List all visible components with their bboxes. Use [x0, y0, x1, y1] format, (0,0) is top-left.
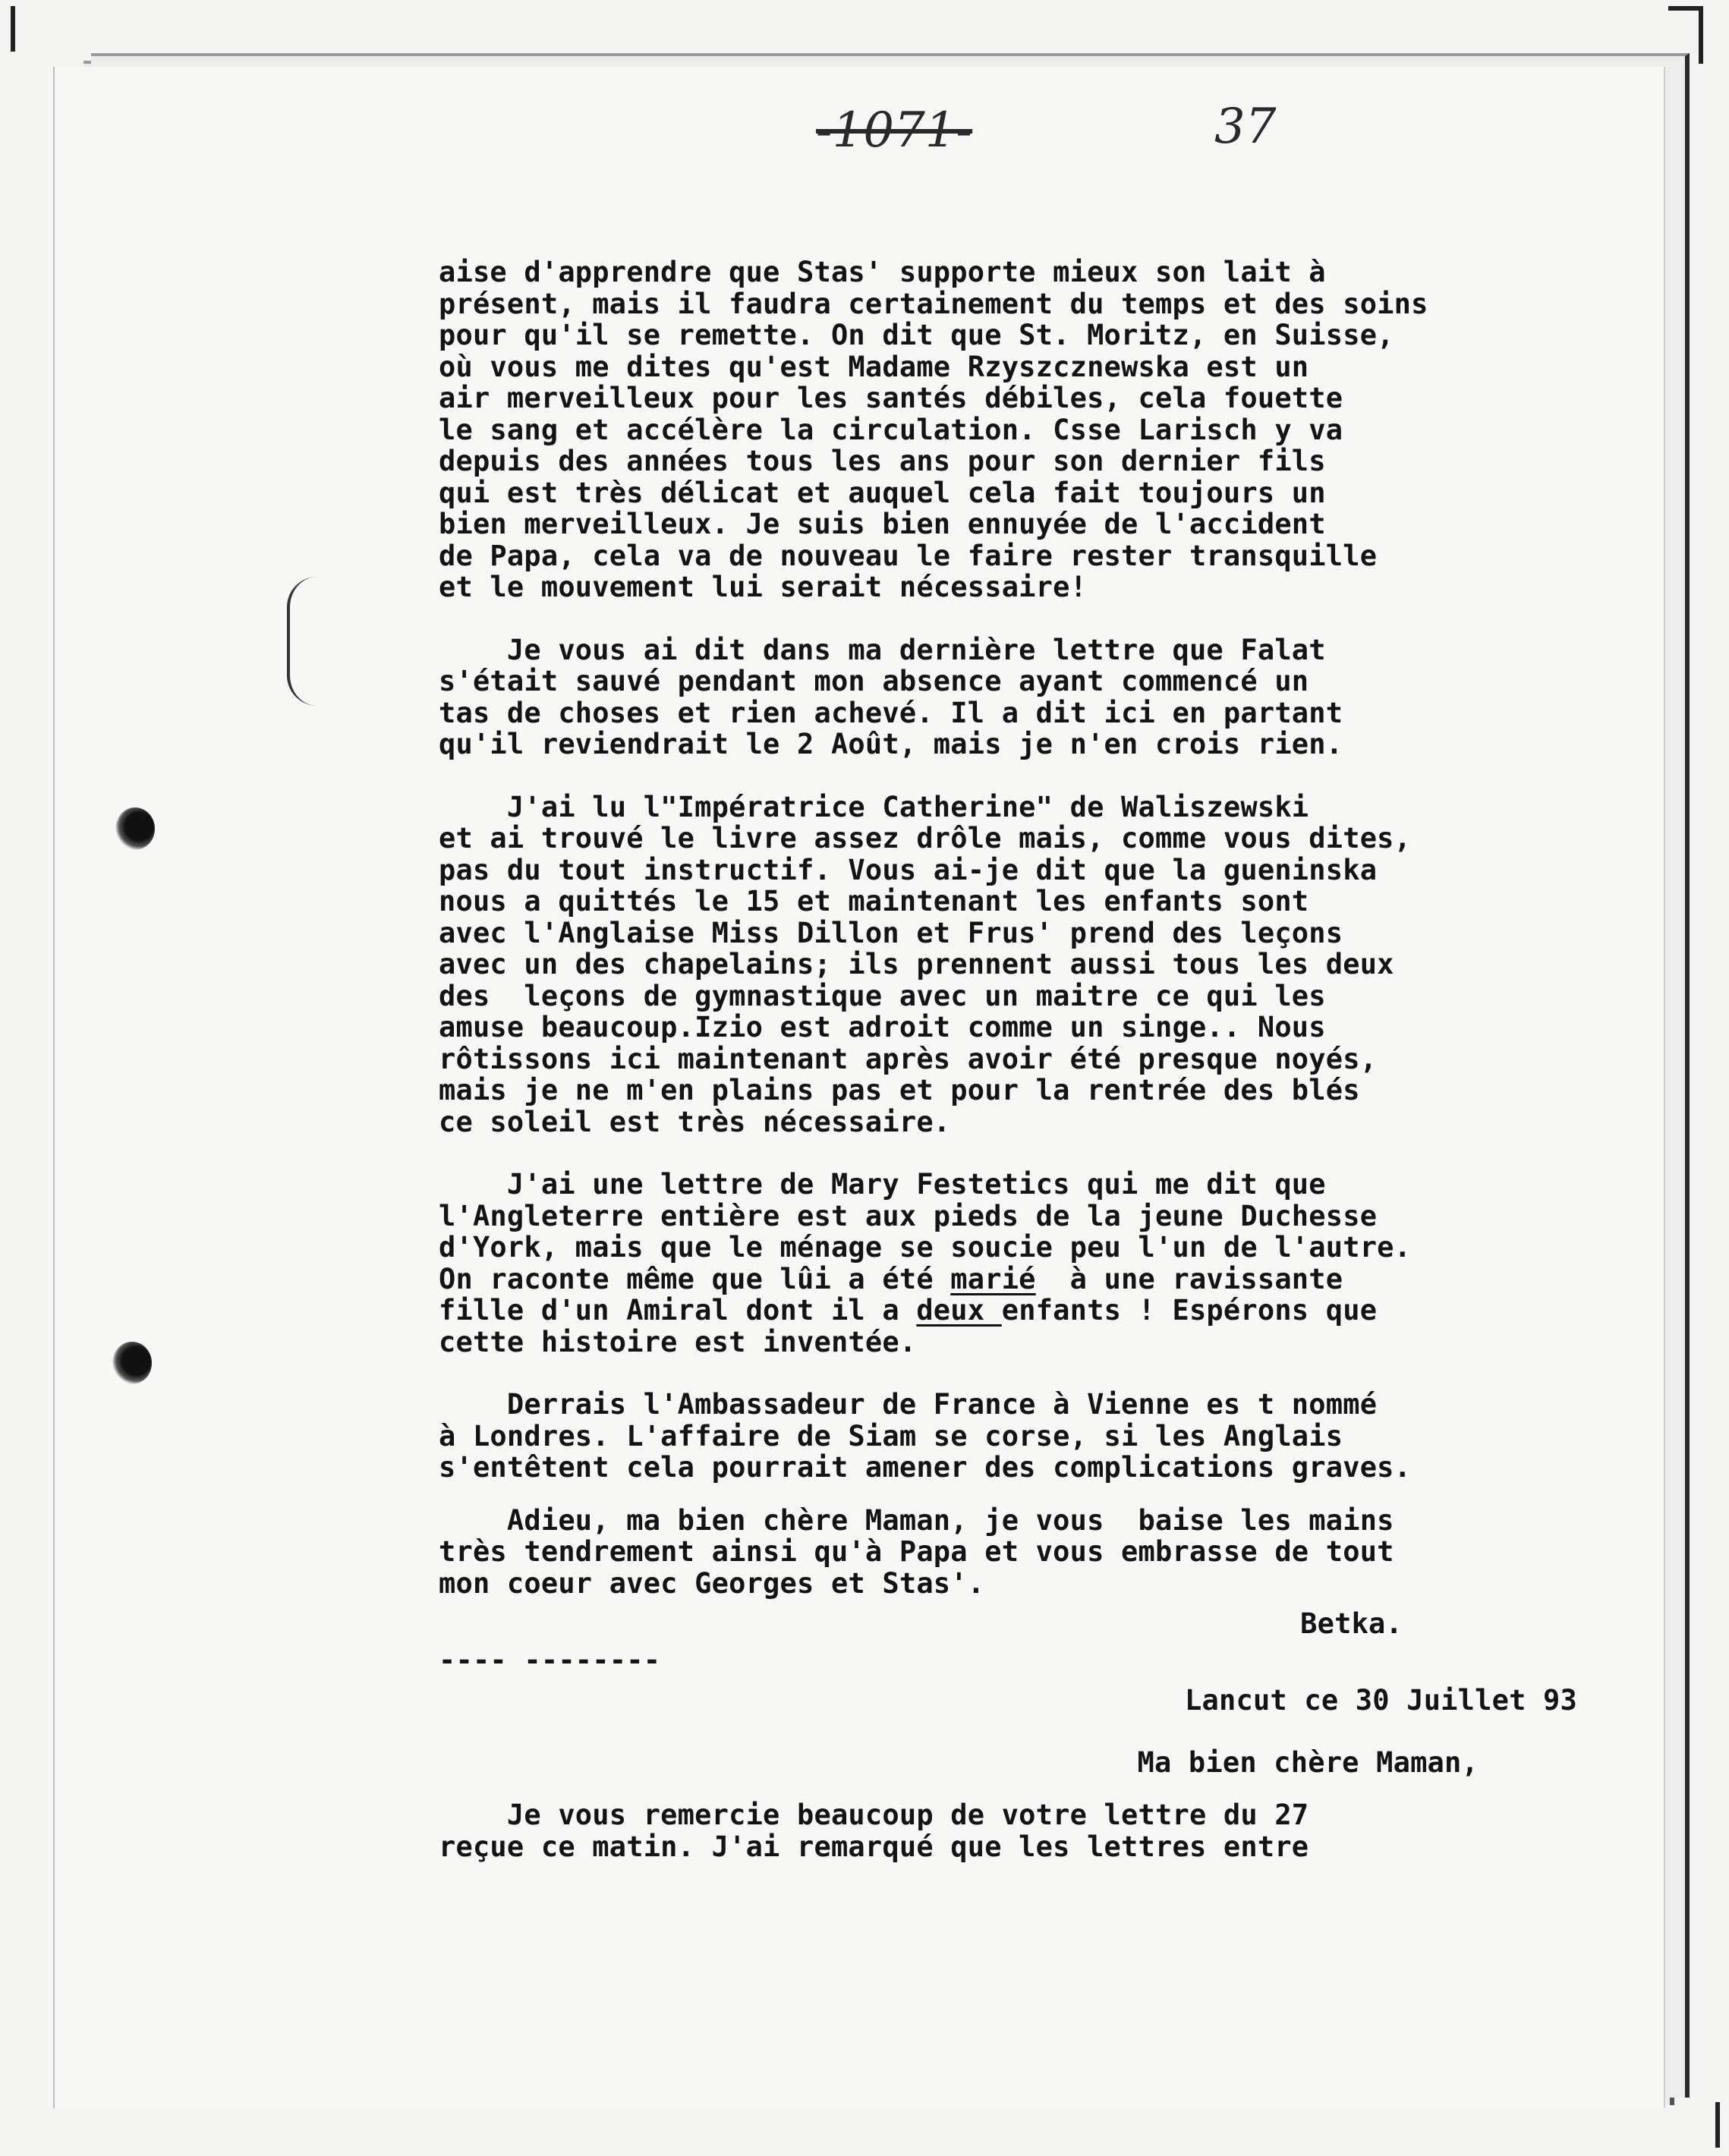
text-line: reçue ce matin. J'ai remarqué que les lettres entre — [439, 1830, 1309, 1863]
text-line: air merveilleux pour les santés débiles, cela fouette — [439, 382, 1343, 414]
text-fragment: On raconte même que lûi a été — [439, 1262, 951, 1295]
text-line: mon coeur avec Georges et Stas'. — [439, 1566, 985, 1600]
crop-mark-top-left — [11, 6, 68, 52]
text-line: Je vous remercie beaucoup de votre lettre du 27 — [439, 1799, 1309, 1831]
crop-mark-top-right — [1668, 6, 1703, 64]
text-line — [439, 1295, 1577, 1327]
margin-pencil-mark — [287, 577, 328, 706]
text-line: Derrais l'Ambassadeur de France à Vienne es t nommé — [439, 1388, 1378, 1421]
text-line: à Londres. L'affaire de Siam se corse, si les Anglais — [439, 1419, 1343, 1453]
text-line: Adieu, ma bien chère Maman, je vous baise les mains — [439, 1503, 1394, 1537]
text-line: pas du tout instructif. Vous ai-je dit que la gueninska — [439, 853, 1378, 886]
punch-hole-icon — [112, 1342, 152, 1384]
text-line: J'ai une lettre de Mary Festetics qui me dit que — [439, 1168, 1326, 1201]
text-line: et ai trouvé le livre assez drôle mais, comme vous dites, — [439, 822, 1412, 855]
text-fragment: fille d'un Amiral dont il a — [439, 1294, 917, 1327]
signature: Betka. — [1300, 1607, 1403, 1640]
salutation: Ma bien chère Maman, — [1137, 1745, 1479, 1779]
text-line: et le mouvement lui serait nécessaire! — [439, 571, 1088, 603]
paragraph — [439, 634, 1577, 760]
text-line: qu'il reviendrait le 2 Août, mais je n'en crois rien. — [439, 728, 1343, 760]
text-line: depuis des années tous les ans pour son dernier fils — [439, 445, 1326, 477]
text-line: aise d'apprendre que Stas' supporte mieux son lait à — [439, 256, 1326, 288]
text-line: des leçons de gymnastique avec un maitre ce qui les — [439, 979, 1326, 1012]
folio-number: 37 — [1214, 99, 1277, 155]
crossed-page-number: -1071- — [816, 102, 973, 159]
text-line: avec l'Anglaise Miss Dillon et Frus' prend des leçons — [439, 916, 1343, 949]
text-fragment: à une ravissante — [1035, 1262, 1343, 1295]
text-line — [439, 1264, 1577, 1295]
paragraph — [439, 1389, 1577, 1484]
text-line: cette histoire est inventée. — [439, 1325, 917, 1358]
text-line: avec un des chapelains; ils prennent aussi tous les deux — [439, 948, 1394, 980]
punch-hole-icon — [115, 807, 155, 850]
text-line: l'Angleterre entière est aux pieds de la jeune Duchesse — [439, 1199, 1378, 1232]
text-line: J'ai lu l"Impératrice Catherine" de Waliszewski — [439, 790, 1309, 823]
text-line: qui est très délicat et auquel cela fait toujours un — [439, 476, 1326, 509]
text-line: nous a quittés le 15 et maintenant les enfants sont — [439, 885, 1309, 917]
text-line: pour qu'il se remette. On dit que St. Moritz, en Suisse, — [439, 319, 1394, 351]
text-line: de Papa, cela va de nouveau le faire rester transquille — [439, 539, 1378, 572]
text-line: très tendrement ainsi qu'à Papa et vous embrasse de tout — [439, 1535, 1394, 1568]
text-line: s'entêtent cela pourrait amener des complications graves. — [439, 1451, 1412, 1484]
paragraph — [439, 792, 1577, 1138]
text-line: bien merveilleux. Je suis bien ennuyée de l'accident — [439, 508, 1326, 540]
text-line: Je vous ai dit dans ma dernière lettre que Falat — [439, 633, 1326, 666]
text-line: amuse beaucoup.Izio est adroit comme un singe.. Nous — [439, 1011, 1326, 1043]
text-line: présent, mais il faudra certainement du temps et des soins — [439, 287, 1428, 320]
paragraph — [439, 257, 1577, 603]
text-fragment: enfants ! Espérons que — [1001, 1294, 1378, 1327]
paragraph — [439, 1169, 1577, 1358]
text-line: le sang et accélère la circulation. Csse Larisch y va — [439, 413, 1343, 446]
text-line: mais je ne m'en plains pas et pour la rentrée des blés — [439, 1074, 1360, 1106]
paragraph — [439, 1505, 1577, 1600]
text-line: rôtissons ici maintenant après avoir été presque noyés, — [439, 1042, 1378, 1075]
date-line: Lancut ce 30 Juillet 93 — [1185, 1684, 1577, 1717]
underlined-word: marié — [950, 1262, 1036, 1295]
separator-line: ---- -------- — [439, 1643, 661, 1676]
text-line: d'York, mais que le ménage se soucie peu l'un de l'autre. — [439, 1231, 1412, 1264]
letter-text — [439, 257, 1577, 1862]
underlined-word: deux — [916, 1294, 1002, 1327]
text-line: ce soleil est très nécessaire. — [439, 1105, 951, 1138]
text-line: où vous me dites qu'est Madame Rzyszcznewska est un — [439, 350, 1309, 383]
crop-mark-bottom-right — [1662, 2102, 1720, 2148]
text-line: s'était sauvé pendant mon absence ayant commencé un — [439, 665, 1309, 697]
text-line: tas de choses et rien achevé. Il a dit ici en partant — [439, 696, 1343, 729]
